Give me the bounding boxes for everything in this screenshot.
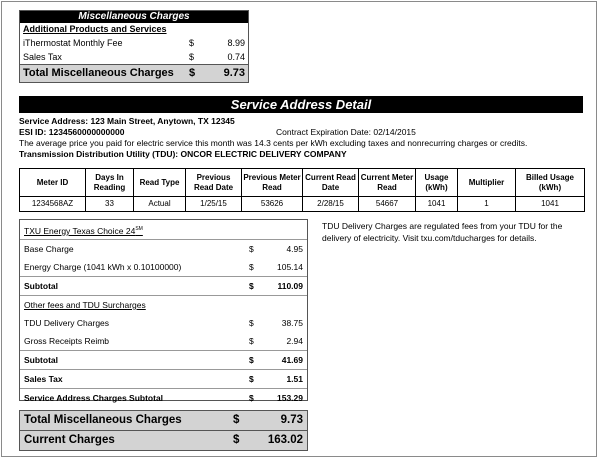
tdu-delivery-row: [20, 314, 307, 332]
base-charge-amount: 4.95: [286, 244, 303, 254]
misc-charges-subtitle: Additional Products and Services: [23, 24, 167, 34]
misc-item-currency: $: [189, 38, 195, 48]
meter-header-cell: Usage (kWh): [416, 169, 458, 197]
contract-date: 02/14/2015: [373, 127, 416, 137]
meter-cell: 54667: [359, 197, 416, 212]
misc-total-currency: $: [189, 67, 196, 79]
subtotal-label: Subtotal: [24, 281, 58, 291]
misc-item-label: iThermostat Monthly Fee: [23, 38, 123, 48]
meter-cell: 1041: [516, 197, 585, 212]
subtotal-label: Subtotal: [24, 355, 58, 365]
meter-header-cell: Current Meter Read: [359, 169, 416, 197]
tdu-line: [19, 149, 347, 160]
misc-total-summary-amount: 9.73: [280, 414, 303, 426]
service-address-value: 123 Main Street, Anytown, TX 12345: [90, 116, 235, 126]
meter-header-cell: Meter ID: [20, 169, 86, 197]
subtotal-currency: $: [249, 355, 254, 365]
meter-cell: 1041: [416, 197, 458, 212]
service-address-subtotal-label: Service Address Charges Subtotal: [24, 393, 164, 403]
meter-header-cell: Previous Meter Read: [242, 169, 303, 197]
subtotal-currency: $: [249, 281, 254, 291]
service-address-subtotal-row: [20, 389, 307, 407]
energy-charge-amount: 105.14: [277, 262, 303, 272]
esi-label: ESI ID:: [19, 127, 47, 137]
meter-table: [19, 168, 585, 212]
bill-page: [1, 1, 597, 457]
meter-header-cell: Multiplier: [458, 169, 516, 197]
misc-item-amount: 0.74: [227, 52, 245, 62]
misc-item-currency: $: [189, 52, 195, 62]
plan-row: [20, 220, 307, 240]
current-charges-label: Current Charges: [24, 434, 115, 446]
esi-value: 1234560000000000: [48, 127, 125, 137]
gross-receipts-currency: $: [249, 336, 254, 346]
misc-item-label: Sales Tax: [23, 52, 62, 62]
meter-cell: 1: [458, 197, 516, 212]
misc-item-amount: 8.99: [227, 38, 245, 48]
misc-item-row: [20, 50, 248, 64]
service-charges-box: [19, 219, 308, 401]
service-address-line: [19, 116, 235, 127]
subtotal-amount: 41.69: [281, 355, 303, 365]
misc-total-summary-label: Total Miscellaneous Charges: [24, 414, 182, 426]
misc-charges-title: Miscellaneous Charges: [20, 11, 248, 23]
gross-receipts-row: [20, 332, 307, 351]
energy-charge-currency: $: [249, 262, 254, 272]
other-fees-header-row: [20, 296, 307, 314]
misc-charges-box: [19, 10, 249, 83]
current-charges-row: [20, 430, 307, 450]
contract-label: Contract Expiration Date:: [276, 127, 371, 137]
tdu-delivery-note: TDU Delivery Charges are regulated fees from your TDU for the delivery of electricity. Visit txu.com/tducharges for details.: [322, 221, 563, 243]
energy-charge-row: [20, 258, 307, 277]
subtotal-row: [20, 351, 307, 370]
gross-receipts-label: Gross Receipts Reimb: [24, 336, 110, 346]
meter-header-cell: Current Read Date: [303, 169, 359, 197]
tdu-delivery-currency: $: [249, 318, 254, 328]
plan-name: TXU Energy Texas Choice 24℠: [24, 225, 143, 236]
gross-receipts-amount: 2.94: [286, 336, 303, 346]
meter-header-cell: Previous Read Date: [186, 169, 242, 197]
meter-cell: 1/25/15: [186, 197, 242, 212]
energy-charge-label: Energy Charge (1041 kWh x 0.10100000): [24, 262, 182, 272]
service-mark: SM: [135, 226, 143, 232]
tdu-delivery-label: TDU Delivery Charges: [24, 318, 110, 328]
subtotal-row: [20, 277, 307, 296]
meter-cell: 2/28/15: [303, 197, 359, 212]
base-charge-label: Base Charge: [24, 244, 74, 254]
misc-total-row: [20, 64, 248, 82]
sales-tax-label: Sales Tax: [24, 374, 63, 384]
meter-header-cell: Read Type: [134, 169, 186, 197]
sales-tax-row: [20, 370, 307, 389]
tdu-delivery-amount: 38.75: [281, 318, 303, 328]
service-address-subtotal-currency: $: [249, 393, 254, 403]
misc-item-row: [20, 36, 248, 50]
sales-tax-amount: 1.51: [286, 374, 303, 384]
misc-total-label: Total Miscellaneous Charges: [23, 67, 174, 79]
misc-total-amount: 9.73: [223, 67, 245, 79]
meter-cell: 33: [86, 197, 134, 212]
sales-tax-currency: $: [249, 374, 254, 384]
base-charge-row: [20, 240, 307, 258]
meter-cell: Actual: [134, 197, 186, 212]
subtotal-amount: 110.09: [277, 281, 303, 291]
service-detail-title: Service Address Detail: [19, 96, 583, 113]
meter-cell: 53626: [242, 197, 303, 212]
esi-line: [19, 127, 124, 138]
meter-table-header: [20, 169, 585, 197]
meter-header-cell: Billed Usage (kWh): [516, 169, 585, 197]
base-charge-currency: $: [249, 244, 254, 254]
totals-box: [19, 410, 308, 451]
other-fees-header: Other fees and TDU Surcharges: [24, 300, 146, 310]
current-charges-amount: 163.02: [267, 434, 303, 446]
service-address-label: Service Address:: [19, 116, 89, 126]
contract-expiration: [276, 127, 416, 138]
average-price-text: The average price you paid for electric service this month was 14.3 cents per kWh excluding taxes and nonrecurring charges or credits.: [19, 138, 528, 148]
tdu-label: Transmission Distribution Utility (TDU):: [19, 149, 179, 159]
tdu-name: ONCOR ELECTRIC DELIVERY COMPANY: [180, 149, 347, 159]
meter-header-cell: Days In Reading: [86, 169, 134, 197]
misc-total-summary-row: [20, 411, 307, 430]
current-charges-currency: $: [233, 434, 240, 446]
table-row: [20, 197, 585, 212]
misc-total-summary-currency: $: [233, 414, 240, 426]
service-address-subtotal-amount: 153.29: [277, 393, 303, 403]
meter-cell: 1234568AZ: [20, 197, 86, 212]
